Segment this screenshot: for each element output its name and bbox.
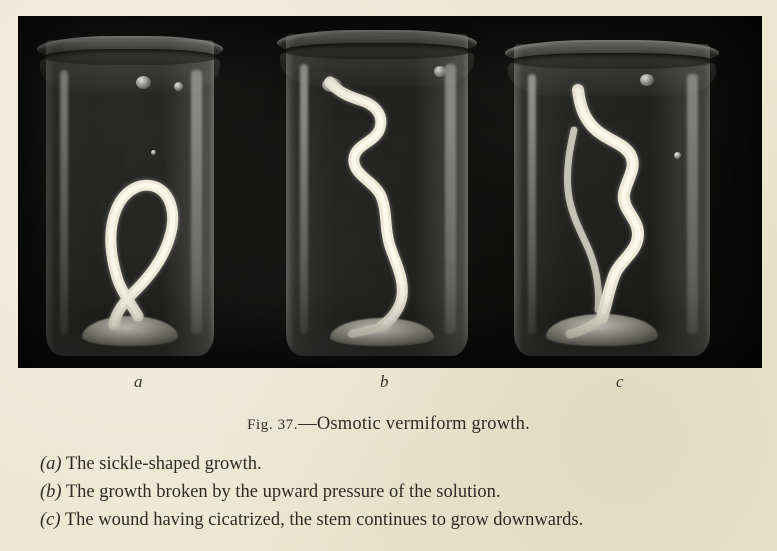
caption-note-c-label: (c) [40,510,61,530]
figure-title-text: —Osmotic vermiform growth. [298,414,530,434]
jar-a [46,40,214,356]
jar-letter-a: a [134,372,143,391]
caption-note-b-label: (b) [40,482,62,502]
figure-caption-notes [40,450,760,534]
caption-note-b [40,478,760,506]
jar-letter-row [18,372,762,394]
jar-b [286,34,468,356]
caption-note-c [40,506,760,534]
figure-caption-title [0,414,777,435]
jar-letter-c: c [616,372,624,391]
caption-note-a-label: (a) [40,454,62,474]
figure-photograph [18,16,762,368]
caption-note-c-text: The wound having cicatrized, the stem continues to grow downwards. [64,510,584,530]
jar-a-growth [46,40,214,356]
caption-note-b-text: The growth broken by the upward pressure of the solution. [65,482,501,502]
jar-b-growth [286,34,468,356]
jar-letter-b: b [380,372,389,391]
jar-c-growth [514,44,710,356]
figure-number: Fig. 37. [247,417,299,433]
caption-note-a [40,450,760,478]
jar-c [514,44,710,356]
caption-note-a-text: The sickle-shaped growth. [65,454,262,474]
